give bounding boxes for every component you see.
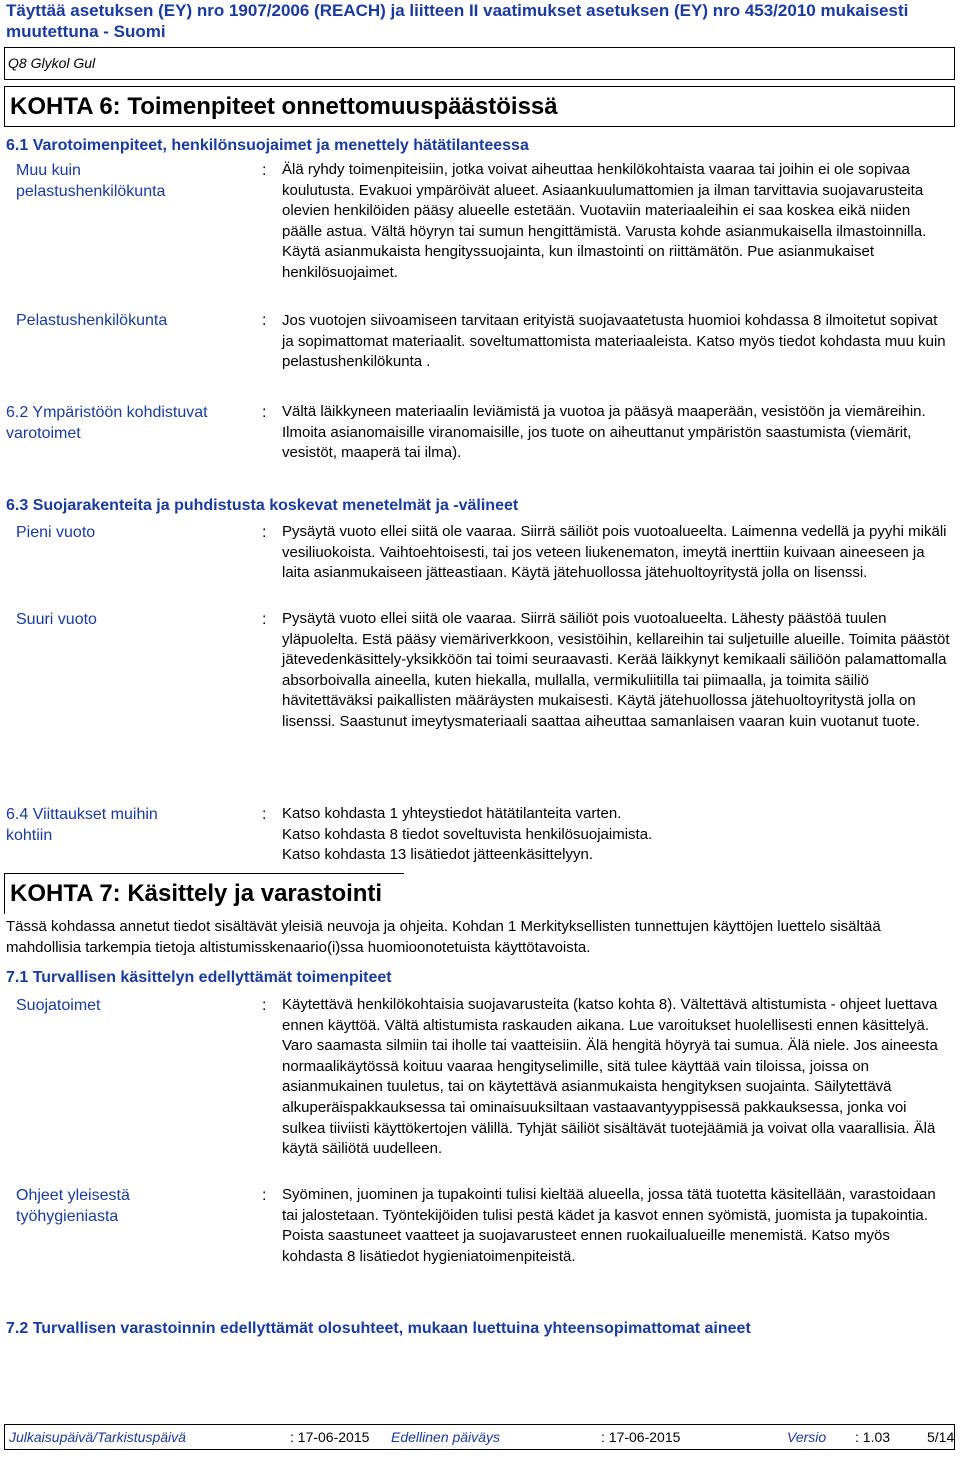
non-emergency-text: Älä ryhdy toimenpiteisiin, jotka voivat aiheuttaa henkilökohtaista vaaraa tai joihin ei ole sopivaa koulutusta. Evakuoi ympäröivät alueet. Asiaankuulumattomien ja ilman tarvittavia suojavarusteita olevien henkilöiden pääsy alueelle estetään. Vuotaviin materiaaleihin ei saa koskea eikä niiden päälle astua. Vältä höyryn tai sumun hengittämistä. Varusta kohde asianmukaisella ilmastoinnilla. Käytä asianmukaista hengityssuojainta, kun ilmastointi on riittämätön. Pue asianmukaiset henkilösuojaimet. bbox=[282, 161, 927, 281]
subsection-7-1-title: 7.1 Turvallisen käsittelyn edellyttämät toimenpiteet bbox=[6, 969, 392, 986]
footer-page-number: 5/14 bbox=[927, 1429, 955, 1445]
subsection-6-2-label: 6.2 Ympäristöön kohdistuvat varotoimet bbox=[6, 404, 208, 442]
subsection-6-1-title: 6.1 Varotoimenpiteet, henkilönsuojaimet ja menettely hätätilanteessa bbox=[6, 137, 529, 154]
document-footer bbox=[4, 1424, 955, 1450]
non-emergency-label: Muu kuin pelastushenkilökunta bbox=[16, 162, 166, 200]
protective-measures-label: Suojatoimet bbox=[16, 997, 101, 1014]
subsection-7-2-title: 7.2 Turvallisen varastoinnin edellyttämät olosuhteet, mukaan luettuina yhteensopimattomat aineet bbox=[6, 1320, 751, 1337]
references-list bbox=[282, 804, 950, 866]
section-7-heading: KOHTA 7: Käsittely ja varastointi bbox=[4, 873, 404, 914]
colon: : bbox=[262, 611, 267, 628]
reference-line: Katso kohdasta 1 yhteystiedot hätätilanteita varten. bbox=[282, 805, 622, 822]
subsection-6-3-title: 6.3 Suojarakenteita ja puhdistusta koskevat menetelmät ja -välineet bbox=[6, 497, 519, 514]
footer-version-label: Versio bbox=[787, 1429, 827, 1445]
footer-version-value: : 1.03 bbox=[855, 1429, 891, 1445]
footer-issue-value: : 17-06-2015 bbox=[290, 1429, 370, 1445]
small-spill-label: Pieni vuoto bbox=[16, 524, 96, 541]
protective-measures-text: Käytettävä henkilökohtaisia suojavarusteita (katso kohta 8). Vältettävä altistumista - ohjeet luettava ennen käyttöä. Vältä altistumista raskauden aikana. Lue varoitukset huolellisesti ennen käsittelyä. Varo saamasta silmiin tai iholle tai vaatteisiin. Älä hengitä höyryä tai sumua. Älä niele. Jos aineesta normaalikäytössä koituu vaaraa hengityselimille, sitä tulee käyttää vain tiloissa, joissa on asianmukainen tuuletus, tai on käytettävä asianmukaista hengityksen suojainta. Säilytettävä alkuperäispakkauksessa tai ominaisuuksiltaan vastaavantyyppisessä pakkauksessa, jonka voi sulkea tiiviisti käyttökertojen välillä. Tyhjät säiliöt sisältävät tuotejäämiä ja voivat olla vaarallisia. Älä käytä säiliötä uudelleen. bbox=[282, 996, 938, 1158]
colon: : bbox=[262, 1187, 267, 1204]
product-name: Q8 Glykol Gul bbox=[4, 47, 955, 80]
section-6-heading: KOHTA 6: Toimenpiteet onnettomuuspäästöissä bbox=[4, 86, 955, 127]
small-spill-text: Pysäytä vuoto ellei siitä ole vaaraa. Siirrä säiliöt pois vuotoalueelta. Laimenna vedellä ja pyyhi mikäli vesiliuokoista. Vaihtoehtoisesti, tai jos veteen liukenematon, imeytä inerttiin kuivaan aineeseen ja laita asianmukaiseen jätteastiaan. Käytä jätehuollossa jätehuoltoyritystä jolla on lisenssi. bbox=[282, 523, 947, 582]
large-spill-text: Pysäytä vuoto ellei siitä ole vaaraa. Siirrä säiliöt pois vuotoalueelta. Lähesty päästöä tuulen yläpuolelta. Estä pääsy viemäriverkkoon, vesistöihin, kellareihin tai suljetuille alueille. Toimita päästöt jätevedenkäsittely-yksikköön tai toimi seuraavasti. Kerää läikkynyt kemikaali säiliöön palamattomalla absorboivalla aineella, kuten hiekalla, mullalla, vermikuliitilla tai piimaalla, ja toimita säiliö hävitettäväksi paikallisten määräysten mukaisesti. Käytä jätehuollossa jätehuoltoyritystä jolla on lisenssi. Saastunut imeytysmateriaali saattaa aiheuttaa samanlaisen vaaran kuin vuotanut tuote. bbox=[282, 610, 950, 730]
colon: : bbox=[262, 312, 267, 329]
reference-line: Katso kohdasta 8 tiedot soveltuvista henkilösuojaimista. bbox=[282, 825, 653, 843]
reference-line: Katso kohdasta 13 lisätiedot jätteenkäsittelyyn. bbox=[282, 846, 594, 864]
footer-issue-label: Julkaisupäivä/Tarkistuspäivä bbox=[9, 1429, 186, 1445]
hygiene-text: Syöminen, juominen ja tupakointi tulisi kieltää alueella, jossa tätä tuotetta käsitellään, varastoidaan tai jalostetaan. Työntekijöiden tulisi pestä kädet ja kasvot ennen syömistä, juomista ja tupakointia. Poista saastuneet vaatteet ja suojavarusteet ennen ruokailualueille menemistä. Katso myös kohdasta 8 lisätiedot hygieniatoimenpiteistä. bbox=[282, 1186, 936, 1265]
colon: : bbox=[262, 806, 267, 823]
emergency-text: Jos vuotojen siivoamiseen tarvitaan erityistä suojavaatetusta huomioi kohdassa 8 ilmoitetut sopivat ja sopimattomat materiaalit. soveltumattomista materiaaleista. Katso myös tiedot kohdasta muu kuin pelastushenkilökunta . bbox=[282, 312, 946, 371]
colon: : bbox=[262, 524, 267, 541]
footer-previous-value: : 17-06-2015 bbox=[601, 1429, 681, 1445]
large-spill-label: Suuri vuoto bbox=[16, 611, 97, 628]
emergency-label: Pelastushenkilökunta bbox=[16, 312, 168, 329]
document-header-title: Täyttää asetuksen (EY) nro 1907/2006 (REACH) ja liitteen II vaatimukset asetuksen (EY) nro 453/2010 mukaisesti muutettuna - Suomi bbox=[6, 1, 909, 41]
section-7-intro: Tässä kohdassa annetut tiedot sisältävät yleisiä neuvoja ja ohjeita. Kohdan 1 Merkityksellisten tunnettujen käyttöjen luettelo sisältää mahdollisia tarkempia tietoja altistumisskenaario(i)ssa huomioonotetuista käyttötavoista. bbox=[6, 918, 881, 956]
colon: : bbox=[262, 997, 267, 1014]
subsection-6-4-label: 6.4 Viittaukset muihin kohtiin bbox=[6, 806, 158, 844]
environment-precautions-text: Vältä läikkyneen materiaalin leviämistä ja vuotoa ja pääsyä maaperään, vesistöön ja viemäreihin. Ilmoita asianomaisille viranomaisille, jos tuote on aiheuttanut ympäristön saastumista (viemärit, vesistöt, maaperä tai ilma). bbox=[282, 403, 926, 462]
colon: : bbox=[262, 162, 267, 179]
hygiene-label: Ohjeet yleisestä työhygieniasta bbox=[16, 1187, 130, 1225]
footer-previous-label: Edellinen päiväys bbox=[391, 1429, 500, 1445]
colon: : bbox=[262, 404, 267, 421]
